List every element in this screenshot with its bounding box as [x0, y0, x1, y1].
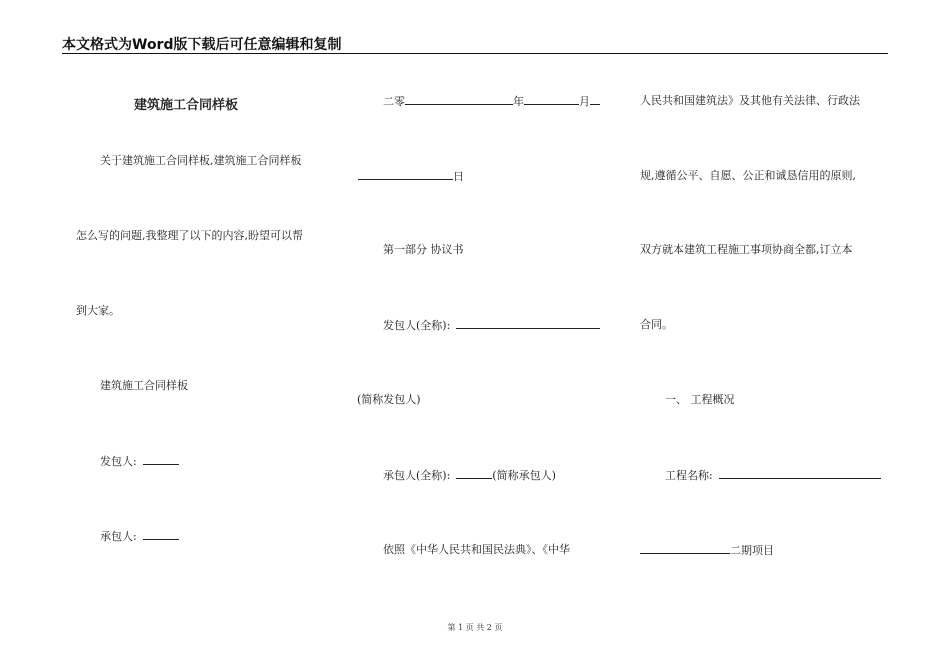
day-number-blank [590, 94, 600, 105]
month-blank [524, 94, 579, 105]
contractor-label: 承包人: [100, 530, 137, 543]
day-label: 日 [453, 170, 464, 183]
date-prefix: 二零 [383, 95, 405, 108]
day-blank [358, 169, 453, 180]
contractor-blank [143, 529, 179, 540]
employer-blank [143, 454, 179, 465]
phase-blank [640, 543, 730, 554]
year-label: 年 [513, 95, 524, 108]
phase-line [640, 543, 774, 558]
contractor-full-line [383, 468, 556, 483]
contract-subtitle: 建筑施工合同样板 [100, 379, 188, 392]
month-label: 月 [579, 95, 590, 108]
employer-label: 发包人: [100, 455, 137, 468]
employer-full-blank [456, 318, 600, 329]
employer-short: (简称发包人) [357, 393, 421, 406]
employer-full-line [383, 318, 600, 333]
phase-label: 二期项目 [730, 544, 774, 557]
basis-line: 依照《中华人民共和国民法典》、《中华 [383, 543, 570, 556]
part-one-heading: 第一部分 协议书 [383, 243, 464, 256]
header-rule [62, 53, 888, 54]
intro-line-1: 关于建筑施工合同样板,建筑施工合同样板 [100, 154, 302, 167]
law-line-4: 合同。 [640, 318, 673, 331]
date-line [383, 94, 600, 109]
project-name-label: 工程名称: [665, 469, 713, 482]
law-line-3: 双方就本建筑工程施工事项协商全都,订立本 [640, 243, 853, 256]
law-line-1: 人民共和国建筑法》及其他有关法律、行政法 [640, 94, 860, 107]
intro-line-3: 到大家。 [76, 304, 120, 317]
law-line-2: 规,遵循公平、自愿、公正和诚恳信用的原则, [640, 169, 856, 182]
intro-line-2: 怎么写的问题,我整理了以下的内容,盼望可以帮 [76, 229, 303, 242]
year-blank [405, 94, 513, 105]
employer-line [100, 454, 179, 469]
contractor-full-blank [456, 468, 492, 479]
project-name-line [665, 468, 881, 483]
document-title: 建筑施工合同样板 [134, 98, 239, 113]
contractor-line [100, 529, 179, 544]
day-line [358, 169, 464, 184]
contractor-short: (简称承包人) [492, 469, 556, 482]
page-footer: 第 1 页 共 2 页 [447, 623, 503, 632]
contractor-full-label: 承包人(全称): [383, 469, 451, 482]
section-one-heading: 一、 工程概况 [665, 393, 735, 406]
project-name-blank [719, 468, 881, 479]
page-banner: 本文格式为Word版下载后可任意编辑和复制 [62, 37, 342, 53]
employer-full-label: 发包人(全称): [383, 319, 451, 332]
